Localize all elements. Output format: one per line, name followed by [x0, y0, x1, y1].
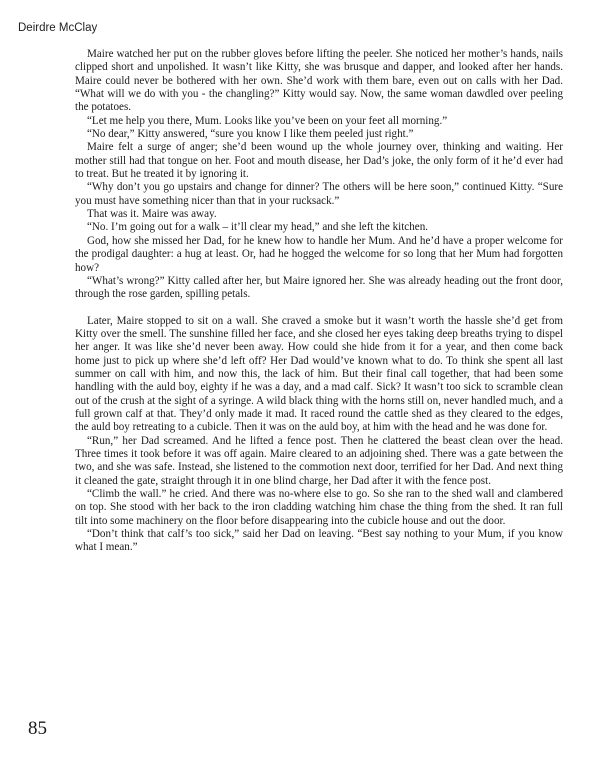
paragraph: Maire watched her put on the rubber gloves before lifting the peeler. She noticed her mother’s hands, nails clipped short and unpolished. It wasn’t like Kitty, she was brusque and dapper, and looked after her hands. Maire could never be bothered with her own. She’d work with them bare, even out on calls with her Dad. “What will we do with you - the changling?” Kitty would say. Now, the same woman dawdled over peeling the potatoes.	[75, 48, 563, 114]
paragraph: That was it. Maire was away.	[87, 208, 217, 221]
paragraph: Later, Maire stopped to sit on a wall. She craved a smoke but it wasn’t worth the hassle she’d get from Kitty over the smell. The sunshine filled her face, and she closed her eyes taking deep breaths trying to dispel her anger. It was like she’d never been away. How could she hide from it for a year, and then come back home just to pick up where she’d left off? Her Dad would’ve known what to do. To think she spent all last summer on call with him, and now this, the lack of him. But their final call together, that had been some handling with the auld boy, eighty if he was a day, and a mad calf. Sick? It wasn’t too sick to scramble clean out of the crush at the sight of a syringe. A wild black thing with the horns still on, never handled much, and a full grown calf at that. They’d only made it mad. It raced round the cattle shed as they cleared to the edges, the auld boy retreating to a cubicle. Then it was on the auld boy, at him with the head and he was done for.	[75, 314, 563, 434]
page-number: 85	[28, 718, 47, 739]
paragraph: God, how she missed her Dad, for he knew how to handle her Mum. And he’d have a proper welcome for the prodigal daughter: a hug at least. Or, had he hogged the welcome for so long that her Mum had forgotten how?	[75, 234, 563, 274]
paragraph: “Why don’t you go upstairs and change for dinner? The others will be here soon,” continued Kitty. “Sure you must have something nicer than that in your rucksack.”	[75, 181, 563, 207]
paragraph: “Don’t think that calf’s too sick,” said her Dad on leaving. “Best say nothing to your Mum, if you know what I mean.”	[75, 528, 563, 554]
paragraph: “Run,” her Dad screamed. And he lifted a fence post. Then he clattered the beast clean over the head. Three times it took before it was off again. Maire cleared to an adjoining shed. There was a gate between the two, and she was safe. Instead, she listened to the commotion next door, terrified for her Dad. And next thing it cleaned the gate, straight through it in one blind charge, her Dad after it with the fence post.	[75, 434, 563, 487]
paragraph: “What’s wrong?” Kitty called after her, but Maire ignored her. She was already heading out the front door, through the rose garden, spilling petals.	[75, 274, 563, 301]
paragraph: “No. I’m going out for a walk – it’ll clear my head,” and she left the kitchen.	[87, 221, 429, 234]
paragraph: “No dear,” Kitty answered, “sure you know I like them peeled just right.”	[87, 128, 414, 141]
running-header-author: Deirdre McClay	[18, 22, 98, 34]
paragraph: Maire felt a surge of anger; she’d been wound up the whole journey over, thinking and waiting. Her mother still had that tongue on her. Foot and mouth disease, her Dad’s joke, the only form of it he’d ever had to treat. But he treated it by ignoring it.	[75, 141, 563, 181]
paragraph: “Let me help you there, Mum. Looks like you’ve been on your feet all morning.”	[87, 114, 448, 127]
body-text	[75, 48, 563, 555]
paragraph: “Climb the wall.” he cried. And there was no-where else to go. So she ran to the shed wall and clambered on top. She stood with her back to the iron cladding watching him chase the thing from the shed. It ran full tilt into some machinery on the floor before disappearing into the cubicle house and out the door.	[75, 488, 563, 527]
